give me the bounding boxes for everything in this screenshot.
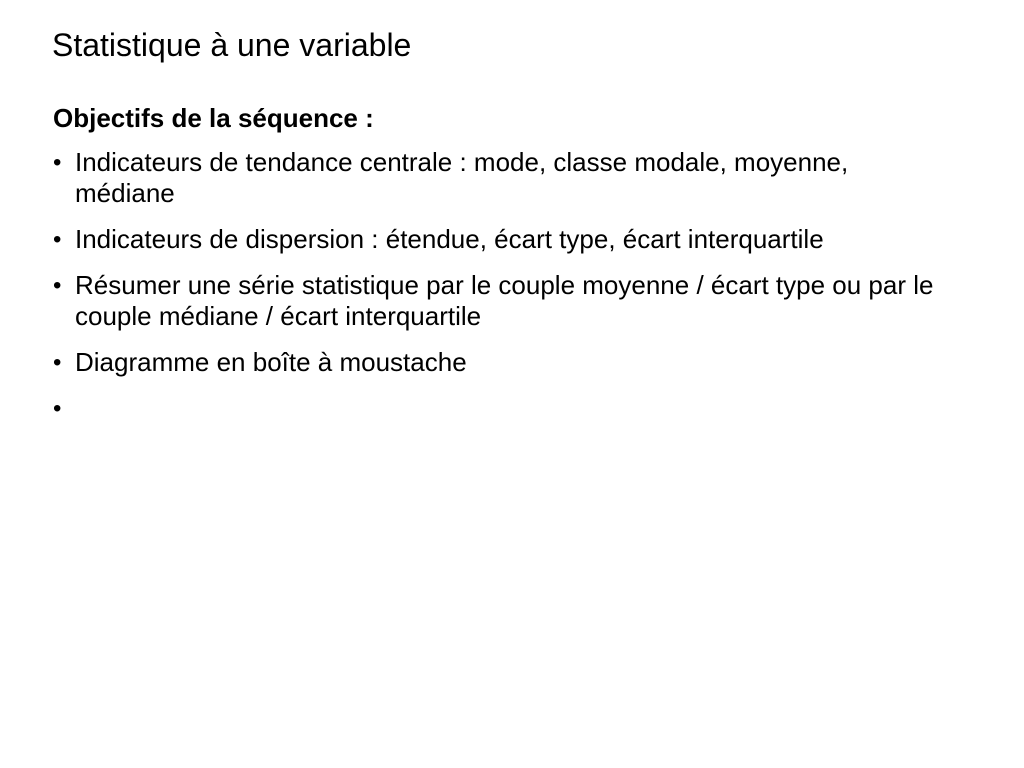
bullet-icon: •	[53, 272, 62, 299]
bullet-icon: •	[53, 149, 62, 176]
bullet-item	[53, 224, 953, 255]
bullet-item	[53, 347, 953, 378]
bullet-text: Diagramme en boîte à moustache	[75, 347, 467, 377]
bullet-text: Résumer une série statistique par le couple moyenne / écart type ou par le couple médiane / écart interquartile	[75, 270, 934, 331]
slide-title: Statistique à une variable	[52, 27, 412, 63]
bullet-text: Indicateurs de tendance centrale : mode, classe modale, moyenne, médiane	[75, 147, 849, 208]
section-heading: Objectifs de la séquence :	[53, 103, 374, 133]
bullet-text: Indicateurs de dispersion : étendue, écart type, écart interquartile	[75, 224, 824, 254]
bullet-icon: •	[53, 395, 62, 422]
bullet-icon: •	[53, 349, 62, 376]
bullet-icon: •	[53, 226, 62, 253]
bullet-item	[53, 147, 953, 209]
bullet-list	[53, 147, 953, 424]
bullet-item	[53, 270, 953, 332]
bullet-item	[53, 393, 953, 424]
slide-content	[53, 101, 953, 439]
